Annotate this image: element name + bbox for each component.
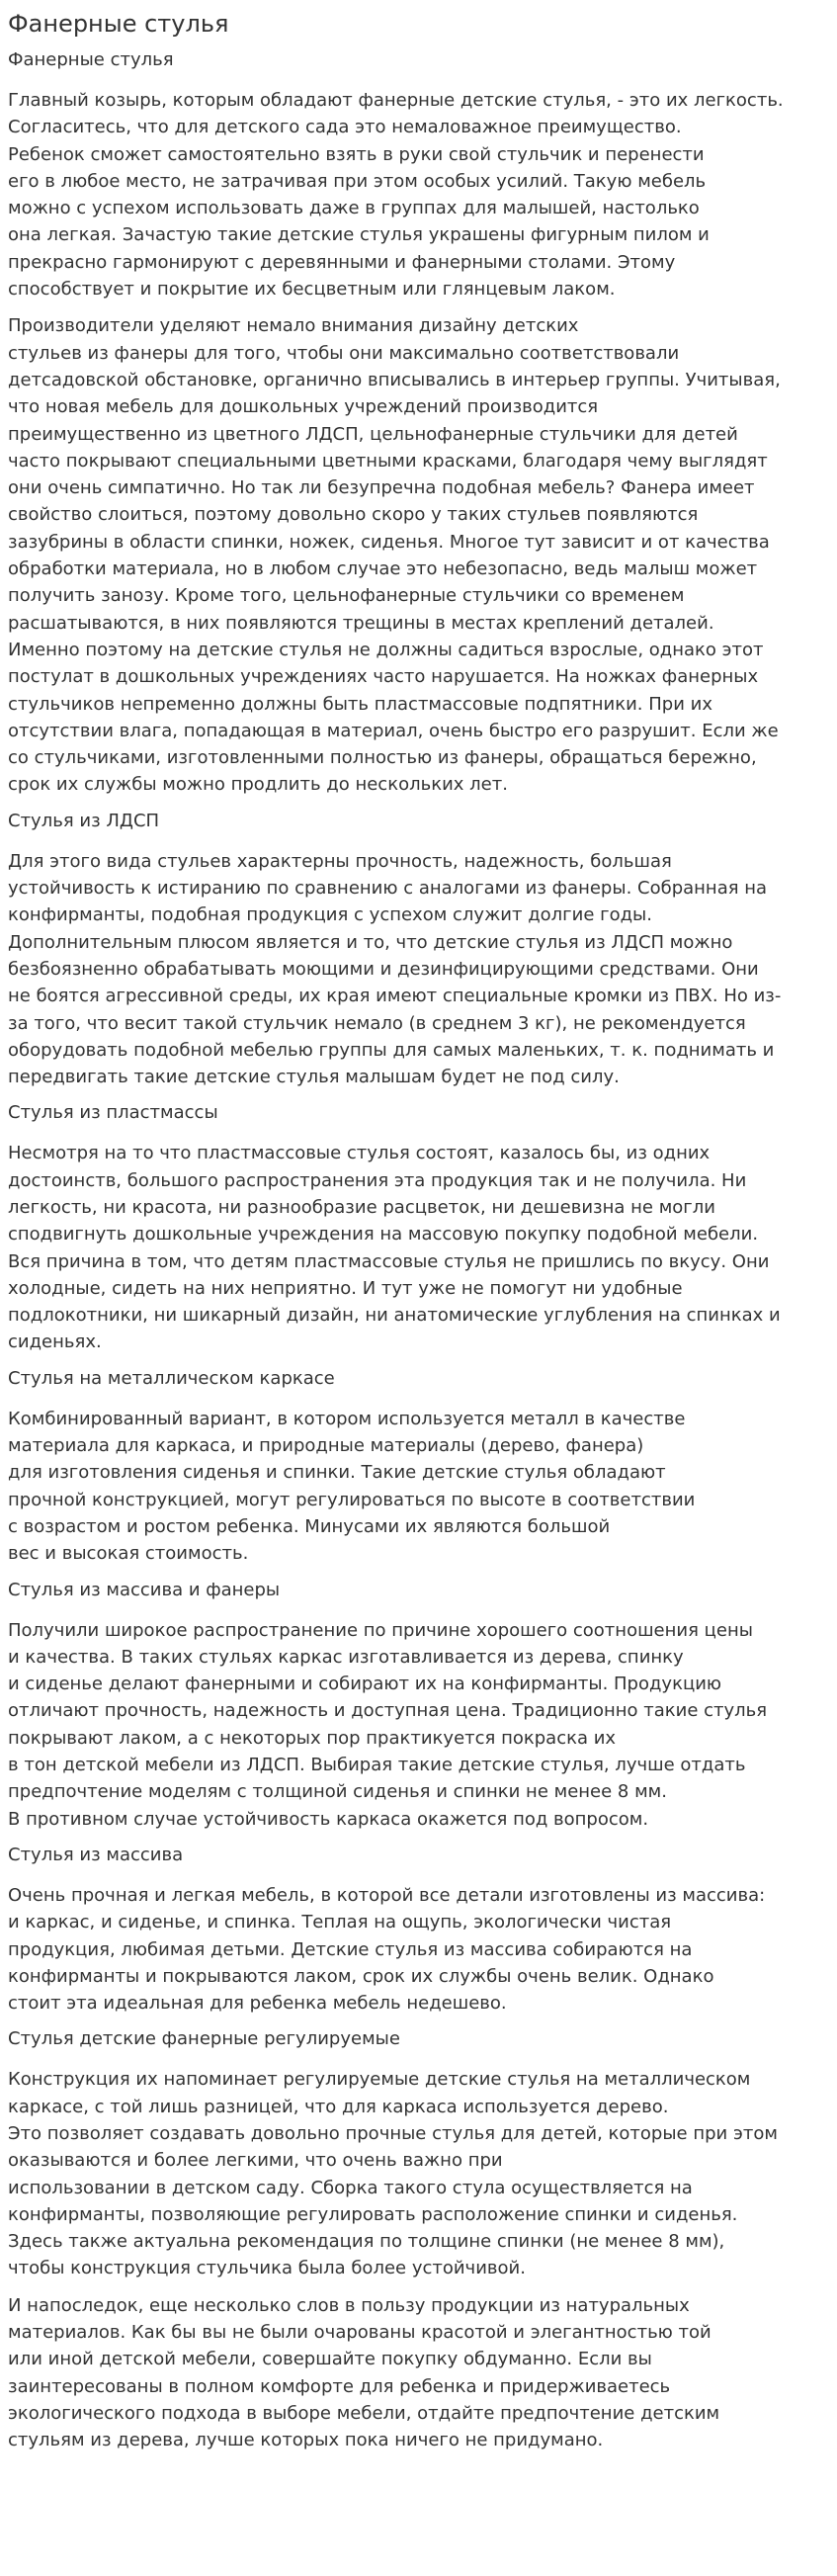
- section-heading: Стулья из массива: [8, 1844, 184, 1865]
- paragraph: Конструкция их напоминает регулируемые детские стулья на металлическом каркасе, с той лишь разницей, что для каркаса используется дерево. Это позволяет создавать довольно прочные стулья для детей, которые при этом оказываются и более легкими, что очень важно при использовании в детском саду. Сборка такого стула осуществляется на конфирманты, позволяющие регулировать расположение спинки и сиденья. Здесь также актуальна рекомендация по толщине спинки (не менее 8 мм), чтобы конструкция стульчика была более устойчивой.: [8, 2069, 778, 2279]
- section-metal-frame: [8, 1368, 829, 1568]
- paragraph: Для этого вида стульев характерны прочность, надежность, большая устойчивость к истиранию по сравнению с аналогами из фанеры. Собранная на конфирманты, подобная продукция с успехом служит долгие годы. Дополнительным плюсом является и то, что детские стулья из ЛДСП можно безбоязненно обрабатывать моющими и дезинфицирующими средствами. Они не боятся агрессивной среды, их края имеют специальные кромки из ПВХ. Но из- за того, что весит такой стульчик немало (в среднем 3 кг), не рекомендуется оборудовать подобной мебелью группы для самых маленьких, т. к. поднимать и передвигать такие детские стулья малышам будет не под силу.: [8, 850, 782, 1088]
- section-heading: Стулья из массива и фанеры: [8, 1579, 281, 1600]
- section-heading: Стулья на металлическом каркасе: [8, 1367, 335, 1389]
- section-solid-plywood: [8, 1580, 829, 1833]
- section-adjustable: [8, 2028, 829, 2453]
- paragraph: И напоследок, еще несколько слов в пользу продукции из натуральных материалов. Как бы вы не были очарованы красотой и элегантностью той или иной детской мебели, совершайте покупку обдуманно. Если вы заинтересованы в полном комфорте для ребенка и придерживаетесь экологического подхода в выборе мебели, отдайте предпочтение детским стульям из дерева, лучше которых пока ничего не придумано.: [8, 2294, 720, 2451]
- section-heading: Стулья из ЛДСП: [8, 810, 160, 831]
- section-heading: Фанерные стулья: [8, 49, 174, 70]
- section-heading: Стулья детские фанерные регулируемые: [8, 2028, 400, 2050]
- paragraph: Производители уделяют немало внимания дизайну детских стульев из фанеры для того, чтобы они максимально соответствовали детсадовской обстановке, органично вписывались в интерьер группы. Учитывая, что новая мебель для дошкольных учреждений производится преимущественно из цветного ЛДСП, цельнофанерные стульчики для детей часто покрывают специальными цветными красками, благодаря чему выглядят они очень симпатично. Но так ли безупречна подобная мебель? Фанера имеет свойство слоиться, поэтому довольно скоро у таких стульев появляются зазубрины в области спинки, ножек, сиденья. Многое тут зависит и от качества обработки материала, но в любом случае это небезопасно, ведь малыш может получить занозу. Кроме того, цельнофанерные стульчики со временем расшатываются, в них появляются трещины в местах креплений деталей. Именно поэтому на детские стулья не должны садиться взрослые, однако этот постулат в дошкольных учреждениях часто нарушается. На ножках фанерных стульчиков непременно должны быть пластмассовые подпятники. При их отсутствии влага, попадающая в материал, очень быстро его разрушит. Если же со стульчиками, изготовленными полностью из фанеры, обращаться бережно, срок их службы можно продлить до нескольких лет.: [8, 315, 781, 796]
- section-solid-wood: [8, 1845, 829, 2017]
- paragraph: Очень прочная и легкая мебель, в которой все детали изготовлены из массива: и каркас, и сиденье, и спинка. Теплая на ощупь, экологически чистая продукция, любимая детьми. Детские стулья из массива собираются на конфирманты и покрываются лаком, срок их службы очень велик. Однако стоит эта идеальная для ребенка мебель недешево.: [8, 1884, 766, 2015]
- section-ldsp: [8, 811, 829, 1091]
- paragraph: Несмотря на то что пластмассовые стулья состоят, казалось бы, из одних достоинств, большого распространения эта продукция так и не получила. Ни легкость, ни красота, ни разнообразие расцветок, ни дешевизна не могли сподвигнуть дошкольные учреждения на массовую покупку подобной мебели. Вся причина в том, что детям пластмассовые стулья не пришлись по вкусу. Они холодные, сидеть на них неприятно. И тут уже не помогут ни удобные подлокотники, ни шикарный дизайн, ни анатомические углубления на спинках и сиденьях.: [8, 1143, 781, 1353]
- page-title: Фанерные стулья: [8, 10, 229, 38]
- section-plywood: [8, 49, 829, 799]
- section-heading: Стулья из пластмассы: [8, 1102, 218, 1124]
- paragraph: Получили широкое распространение по причине хорошего соотношения цены и качества. В таких стульях каркас изготавливается из дерева, спинку и сиденье делают фанерными и собирают их на конфирманты. Продукцию отличают прочность, надежность и доступная цена. Традиционно такие стулья покрывают лаком, а с некоторых пор практикуется покраска их в тон детской мебели из ЛДСП. Выбирая такие детские стулья, лучше отдать предпочтение моделям с толщиной сиденья и спинки не менее 8 мм. В противном случае устойчивость каркаса окажется под вопросом.: [8, 1619, 768, 1830]
- paragraph: Главный козырь, которым обладают фанерные детские стулья, - это их легкость. Согласитесь, что для детского сада это немаловажное преимущество. Ребенок сможет самостоятельно взять в руки свой стульчик и перенести его в любое место, не затрачивая при этом особых усилий. Такую мебель можно с успехом использовать даже в группах для малышей, настолько она легкая. Зачастую такие детские стулья украшены фигурным пилом и прекрасно гармонируют с деревянными и фанерными столами. Этому способствует и покрытие их бесцветным или глянцевым лаком.: [8, 90, 784, 301]
- section-plastic: [8, 1102, 829, 1355]
- paragraph: Комбинированный вариант, в котором используется металл в качестве материала для каркаса, и природные материалы (дерево, фанера) для изготовления сиденья и спинки. Такие детские стулья обладают прочной конструкцией, могут регулироваться по высоте в соответствии с возрастом и ростом ребенка. Минусами их являются большой вес и высокая стоимость.: [8, 1408, 696, 1565]
